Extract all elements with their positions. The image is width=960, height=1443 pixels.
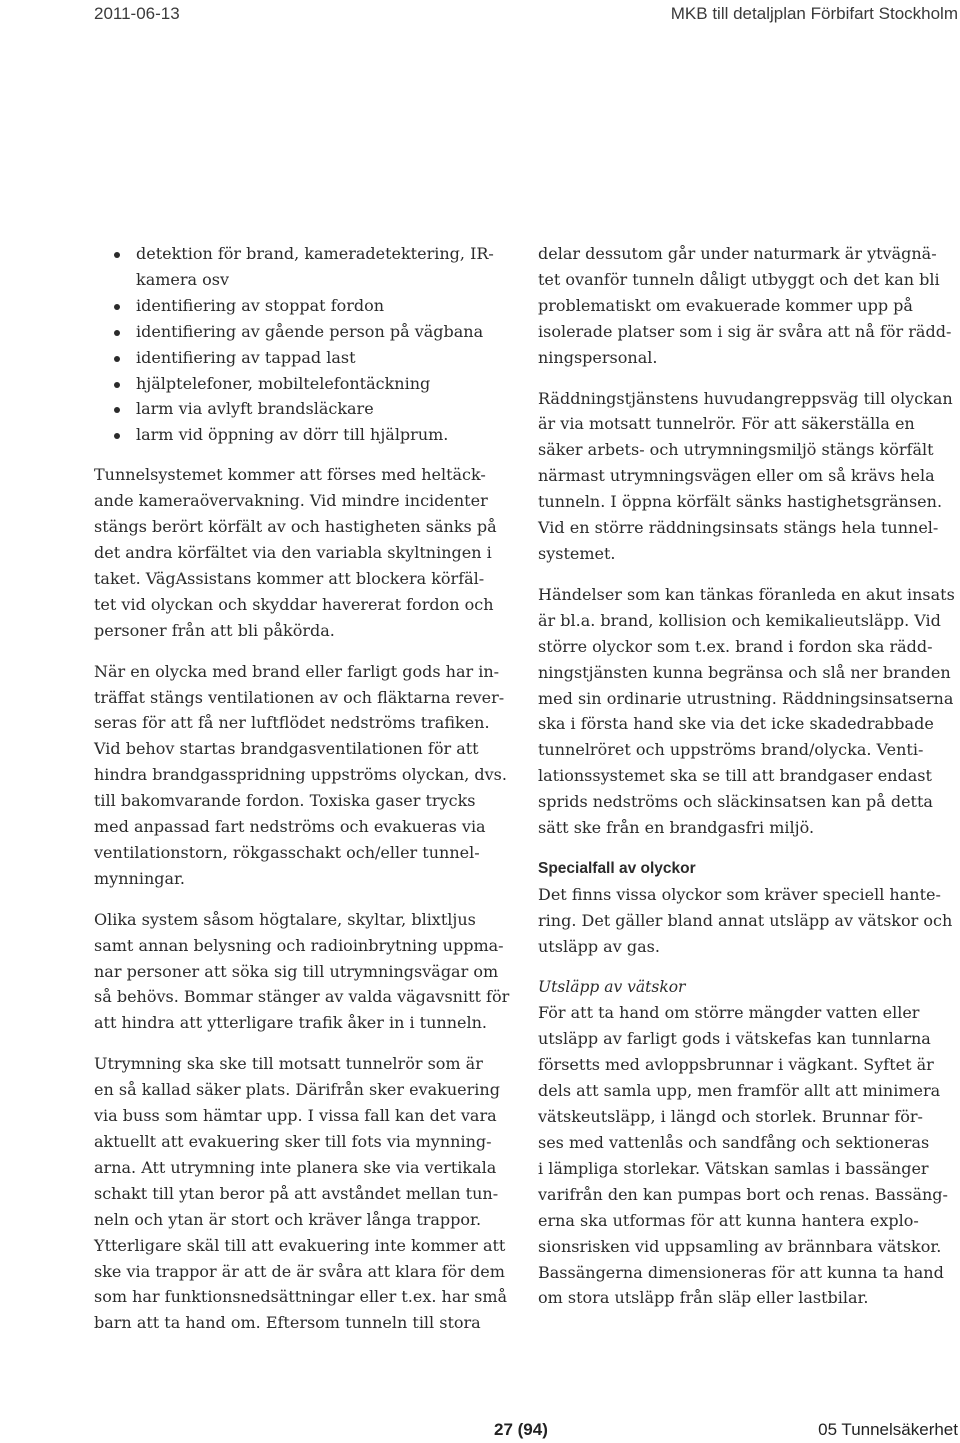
bullet-item — [94, 422, 514, 448]
text-line: Räddningstjänstens huvudangreppsväg till olyckan — [538, 388, 953, 408]
text-line: ningspersonal. — [538, 347, 658, 367]
section-heading: Specialfall av olyckor — [538, 859, 696, 877]
text-line: aktuellt att evakuering sker till fots via mynning- — [94, 1132, 492, 1151]
text-line: ande kameraövervakning. Vid mindre incidenter — [94, 491, 488, 511]
text-line: dels att samla upp, men framför allt att minimera — [538, 1081, 941, 1101]
text-line: tunnelröret och uppströms brand/olycka. Venti- — [538, 740, 924, 760]
text-line: tet vid olyckan och skyddar havererat fordon och — [94, 594, 494, 614]
bullet-list — [94, 241, 514, 448]
text-line: nar personer att söka sig till utrymningsvägar om — [94, 961, 499, 981]
text-line: personer från att bli påkörda. — [94, 620, 335, 640]
left-column — [94, 241, 514, 1351]
section-label: 05 Tunnelsäkerhet — [818, 1420, 958, 1439]
text-line: är via motsatt tunnelrör. För att säkerställa en — [538, 414, 915, 434]
bullet-dot-icon — [114, 433, 120, 439]
text-line: som har funktionsnedsättningar eller t.ex. har små — [94, 1287, 508, 1307]
bullet-dot-icon — [114, 330, 120, 336]
text-line: ventilationstorn, rökgasschakt och/eller tunnel- — [94, 842, 480, 862]
text-line: sionsrisken vid uppsamling av brännbara vätskor. — [538, 1236, 942, 1256]
text-line: problematiskt om evakuerade kommer upp på — [538, 295, 913, 315]
text-line: systemet. — [538, 543, 616, 563]
bullet-dot-icon — [114, 252, 120, 258]
text-line: delar dessutom går under naturmark är ytvägnä- — [538, 244, 937, 263]
text-line: utsläpp av farligt gods i vätskefas kan tunnlarna — [538, 1029, 931, 1049]
text-line: i lämpliga storlekar. Vätskan samlas i bassänger — [538, 1158, 929, 1178]
text-line: Vid en större räddningsinsats stängs hela tunnel- — [538, 518, 939, 538]
text-line: träffat stängs ventilationen av och fläktarna rever- — [94, 687, 505, 707]
bullet-item — [94, 293, 514, 319]
text-line: ring. Det gäller bland annat utsläpp av vätskor och — [538, 910, 953, 930]
page-number: 27 (94) — [494, 1420, 548, 1439]
bullet-dot-icon — [114, 356, 120, 362]
text-line: tet ovanför tunneln dåligt utbyggt och det kan bli — [538, 269, 940, 289]
text-line: isolerade platser som i sig är svåra att nå för rädd- — [538, 321, 952, 341]
text-line: Det finns vissa olyckor som kräver speciell hante- — [538, 884, 941, 904]
left-paragraphs — [94, 462, 514, 1336]
bullet-item — [94, 345, 514, 371]
text-line: Tunnelsystemet kommer att förses med heltäck- — [94, 465, 486, 485]
text-line: identifiering av gående person på vägbana — [136, 321, 484, 341]
paragraph — [538, 386, 960, 567]
text-line: Bassängerna dimensioneras för att kunna ta hand — [538, 1262, 944, 1282]
text-line: Utrymning ska ske till motsatt tunnelrör som är — [94, 1054, 483, 1074]
text-line: neln och ytan är stort och kräver långa trappor. — [94, 1209, 482, 1229]
text-line: Vid behov startas brandgasventilationen för att — [94, 739, 479, 759]
text-line: Ytterligare skäl till att evakuering inte kommer att — [94, 1235, 506, 1255]
text-line: taket. VägAssistans kommer att blockera körfäl- — [94, 568, 485, 588]
text-line: närmast utrymningsvägen eller om så krävs hela — [538, 466, 935, 486]
text-line: sätt ske från en brandgasfri miljö. — [538, 818, 815, 838]
paragraph — [94, 1051, 514, 1336]
text-line: ske via trappor är att de är svåra att klara för dem — [94, 1261, 505, 1281]
text-line: större olyckor som t.ex. brand i fordon ska rädd- — [538, 636, 933, 656]
text-line: seras för att få ner luftflödet nedströms trafiken. — [94, 713, 490, 733]
text-line: hindra brandgasspridning uppströms olyckan, dvs. — [94, 765, 507, 785]
text-line: larm vid öppning av dörr till hjälprum. — [136, 425, 449, 445]
text-line: barn att ta hand om. Eftersom tunneln till stora — [94, 1313, 481, 1333]
bullet-item — [94, 241, 514, 293]
text-line: Händelser som kan tänkas föranleda en akut insats — [538, 584, 955, 604]
paragraph — [538, 582, 960, 841]
text-line: en så kallad säker plats. Därifrån sker evakuering — [94, 1080, 500, 1100]
subsection-paragraph — [538, 1000, 960, 1311]
text-line: ses med vattenlås och sandfång och sektioneras — [538, 1133, 930, 1152]
text-line: är bl.a. brand, kollision och kemikalieutsläpp. Vid — [538, 610, 941, 630]
text-line: kamera osv — [136, 269, 230, 289]
text-line: varifrån den kan pumpas bort och renas. Bassäng- — [538, 1184, 948, 1204]
bullet-dot-icon — [114, 382, 120, 388]
paragraph — [94, 907, 514, 1037]
text-line: sprids nedströms och släckinsatsen kan på detta — [538, 792, 933, 812]
text-line: försetts med avloppsbrunnar i vägkant. Syftet är — [538, 1055, 934, 1075]
bullet-item — [94, 371, 514, 397]
bullet-dot-icon — [114, 407, 120, 413]
text-line: För att ta hand om större mängder vatten eller — [538, 1003, 920, 1023]
text-line: stängs berört körfält av och hastigheten sänks på — [94, 517, 497, 537]
text-line: arna. Att utrymning inte planera ske via vertikala — [94, 1157, 497, 1177]
text-line: via buss som hämtar upp. I vissa fall kan det vara — [94, 1106, 497, 1126]
text-line: till bakomvarande fordon. Toxiska gaser trycks — [94, 791, 476, 811]
text-line: erna ska utformas för att kunna hantera explo- — [538, 1210, 919, 1230]
text-line: larm via avlyft brandsläckare — [136, 399, 374, 419]
header-date: 2011-06-13 — [94, 4, 180, 23]
text-line: med anpassad fart nedströms och evakueras via — [94, 817, 486, 837]
text-line: mynningar. — [94, 868, 185, 888]
text-line: När en olycka med brand eller farligt gods har in- — [94, 661, 500, 681]
text-line: det andra körfältet via den variabla skyltningen i — [94, 542, 492, 562]
text-line: om stora utsläpp från släp eller lastbilar. — [538, 1288, 869, 1308]
text-line: identifiering av tappad last — [136, 347, 356, 367]
bullet-dot-icon — [114, 304, 120, 310]
text-line: samt annan belysning och radioinbrytning uppma- — [94, 935, 504, 955]
subsection-heading: Utsläpp av vätskor — [538, 977, 686, 996]
text-line: ningstjänsten kunna begränsa och slå ner branden — [538, 662, 951, 682]
paragraph — [94, 659, 514, 892]
text-line: säker arbets- och utrymningsmiljö stängs körfält — [538, 440, 934, 460]
text-line: schakt till ytan beror på att avståndet mellan tun- — [94, 1183, 499, 1203]
text-line: identifiering av stoppat fordon — [136, 295, 385, 315]
section-paragraph — [538, 882, 960, 960]
text-line: detektion för brand, kameradetektering, IR- — [136, 244, 494, 263]
text-line: tunneln. I öppna körfält sänks hastighetsgränsen. — [538, 492, 943, 512]
header-title: MKB till detaljplan Förbifart Stockholm — [670, 4, 958, 23]
text-line: så behövs. Bommar stänger av valda vägavsnitt för — [94, 987, 510, 1007]
text-line: att hindra att ytterligare trafik åker in i tunneln. — [94, 1013, 487, 1033]
paragraph — [94, 462, 514, 643]
bullet-item — [94, 396, 514, 422]
right-paragraphs — [538, 241, 960, 841]
right-column — [538, 241, 960, 1326]
text-line: med sin ordinarie utrustning. Räddningsinsatserna — [538, 688, 954, 708]
text-line: utsläpp av gas. — [538, 936, 660, 956]
text-line: lationssystemet ska se till att brandgaser endast — [538, 766, 932, 786]
text-line: hjälptelefoner, mobiltelefontäckning — [136, 373, 431, 393]
text-line: ska i första hand ske via det icke skadedrabbade — [538, 714, 934, 734]
bullet-item — [94, 319, 514, 345]
text-line: Olika system såsom högtalare, skyltar, blixtljus — [94, 909, 476, 929]
text-line: vätskeutsläpp, i längd och storlek. Brunnar för- — [538, 1107, 923, 1127]
paragraph — [538, 241, 960, 371]
